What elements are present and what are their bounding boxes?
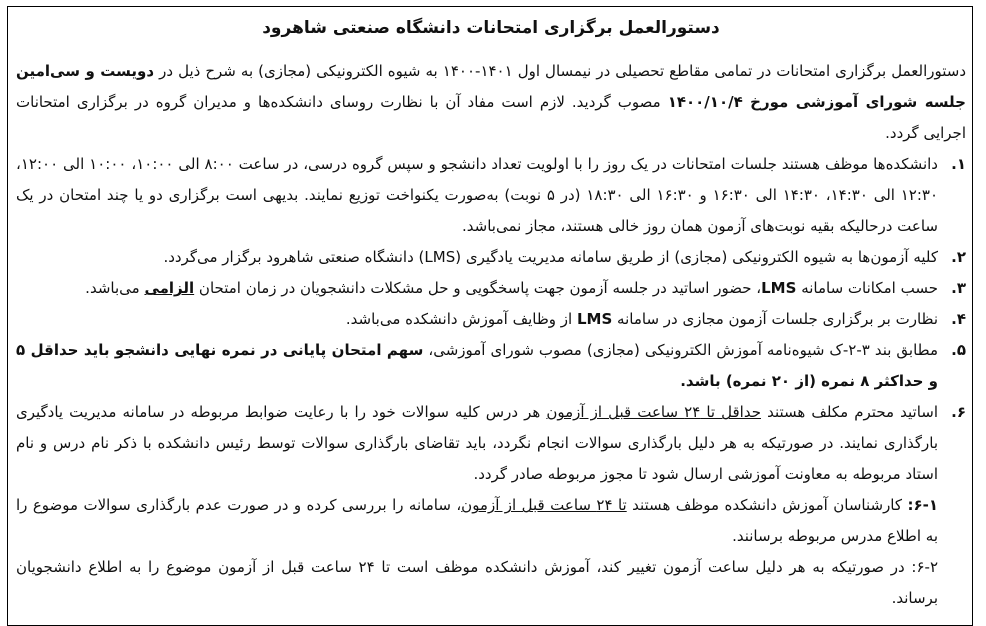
intro-bold: دویست و سی‌امین جلسه شورای آموزشی مورخ ۱۴۰۰/۱۰/۴ bbox=[16, 62, 966, 112]
subitem-6-1 bbox=[16, 490, 966, 552]
item-bold: LMS bbox=[576, 310, 613, 329]
item-text: نظارت بر برگزاری جلسات آزمون مجازی در سامانه bbox=[612, 310, 938, 329]
item-text: کلیه آزمون‌ها به شیوه الکترونیکی (مجازی) از طریق سامانه مدیریت یادگیری (LMS) دانشگاه صنعتی شاهرود برگزار می‌گردد. bbox=[163, 248, 938, 267]
intro-text-1: دستورالعمل برگزاری امتحانات در تمامی مقاطع تحصیلی در نیمسال اول ۱۴۰۱-۱۴۰۰ به شیوه الکترونیکی (مجازی) به شرح ذیل در bbox=[154, 62, 967, 81]
item-text: هر درس کلیه سوالات خود را با رعایت ضوابط مربوطه در سامانه مدیریت یادگیری بارگذاری نمایند. در صورتیکه به هر دلیل بارگذاری سوالات انجام نگردد، باید تقاضای بارگذاری سوالات توسط رئیس دانشکده با ذکر نام درس و نام استاد مربوطه به معاونت آموزشی ارسال شود تا مجوز مربوطه صادر گردد. bbox=[16, 403, 938, 484]
item-number: ۶. bbox=[951, 403, 966, 422]
document-page bbox=[16, 18, 970, 608]
item-bold: LMS bbox=[761, 279, 797, 298]
item-bold: سهم امتحان پایانی در نمره نهایی دانشجو باید حداقل ۵ و حداکثر ۸ نمره (از ۲۰ نمره) باشد. bbox=[16, 341, 938, 391]
item-number: ۱. bbox=[951, 155, 966, 174]
list-item-2 bbox=[16, 242, 966, 273]
item-bold-underlined: الزامی bbox=[144, 279, 195, 298]
subitem-text: کارشناسان آموزش دانشکده موظف هستند bbox=[626, 496, 908, 515]
list-item-6 bbox=[16, 397, 966, 490]
list-item-1 bbox=[16, 149, 966, 242]
item-number: ۵. bbox=[951, 341, 966, 360]
intro-paragraph bbox=[16, 56, 966, 149]
item-text: ، حضور اساتید در جلسه آزمون جهت پاسخگویی و حل مشکلات دانشجویان در زمان امتحان bbox=[194, 279, 762, 298]
item-text: مطابق بند ۳-۲-ک شیوه‌نامه آموزش الکترونیکی (مجازی) مصوب شورای آموزشی، bbox=[423, 341, 938, 360]
document-title: دستورالعمل برگزاری امتحانات دانشگاه صنعتی شاهرود bbox=[262, 18, 720, 38]
subitem-6-2-partial bbox=[16, 552, 966, 608]
subitem-underlined: تا ۲۴ ساعت قبل از آزمون bbox=[461, 496, 627, 515]
item-underlined: حداقل تا ۲۴ ساعت قبل از آزمون bbox=[546, 403, 761, 422]
subitem-text: ، سامانه را بررسی کرده و در صورت عدم بارگذاری سوالات موضوع را به اطلاع مدرس مربوطه برسانند. bbox=[16, 496, 938, 546]
item-text: دانشکده‌ها موظف هستند جلسات امتحانات در یک روز را با اولویت تعداد دانشجو و سپس گروه درسی، در ساعت ۸:۰۰ الی ۱۰:۰۰، ۱۰:۰۰ الی ۱۲:۰۰، ۱۲:۳۰ الی ۱۴:۳۰، ۱۴:۳۰ الی ۱۶:۳۰ و ۱۶:۳۰ الی ۱۸:۳۰ (در ۵ نوبت) به‌صورت یکنواخت توزیع نمایند. بدیهی است برگزاری دو یا چند امتحان در یک ساعت درحالیکه بقیه نوبت‌های آزمون همان روز خالی هستند، مجاز نمی‌باشد. bbox=[16, 155, 939, 236]
list-item-5 bbox=[16, 335, 966, 397]
subitem-number: ۶-۱: bbox=[907, 496, 938, 515]
item-text: از وظایف آموزش دانشکده می‌باشد. bbox=[345, 310, 577, 329]
list-item-4 bbox=[16, 304, 966, 335]
intro-text-2: مصوب گردید. لازم است مفاد آن با نظارت روسای دانشکده‌ها و مدیران گروه در برگزاری امتحانات اجرایی گردد. bbox=[16, 93, 966, 143]
subitem-text: ۶-۲: در صورتیکه به هر دلیل ساعت آزمون تغییر کند، آموزش دانشکده موظف است تا ۲۴ ساعت قبل از آزمون موضوع را به اطلاع دانشجویان برساند. bbox=[16, 558, 938, 608]
item-text: می‌باشد. bbox=[85, 279, 145, 298]
item-text: اساتید محترم مکلف هستند bbox=[761, 403, 939, 422]
item-text: حسب امکانات سامانه bbox=[796, 279, 938, 298]
list-item-3 bbox=[16, 273, 966, 304]
item-number: ۴. bbox=[951, 310, 966, 329]
item-number: ۲. bbox=[951, 248, 966, 267]
item-number: ۳. bbox=[951, 279, 966, 298]
